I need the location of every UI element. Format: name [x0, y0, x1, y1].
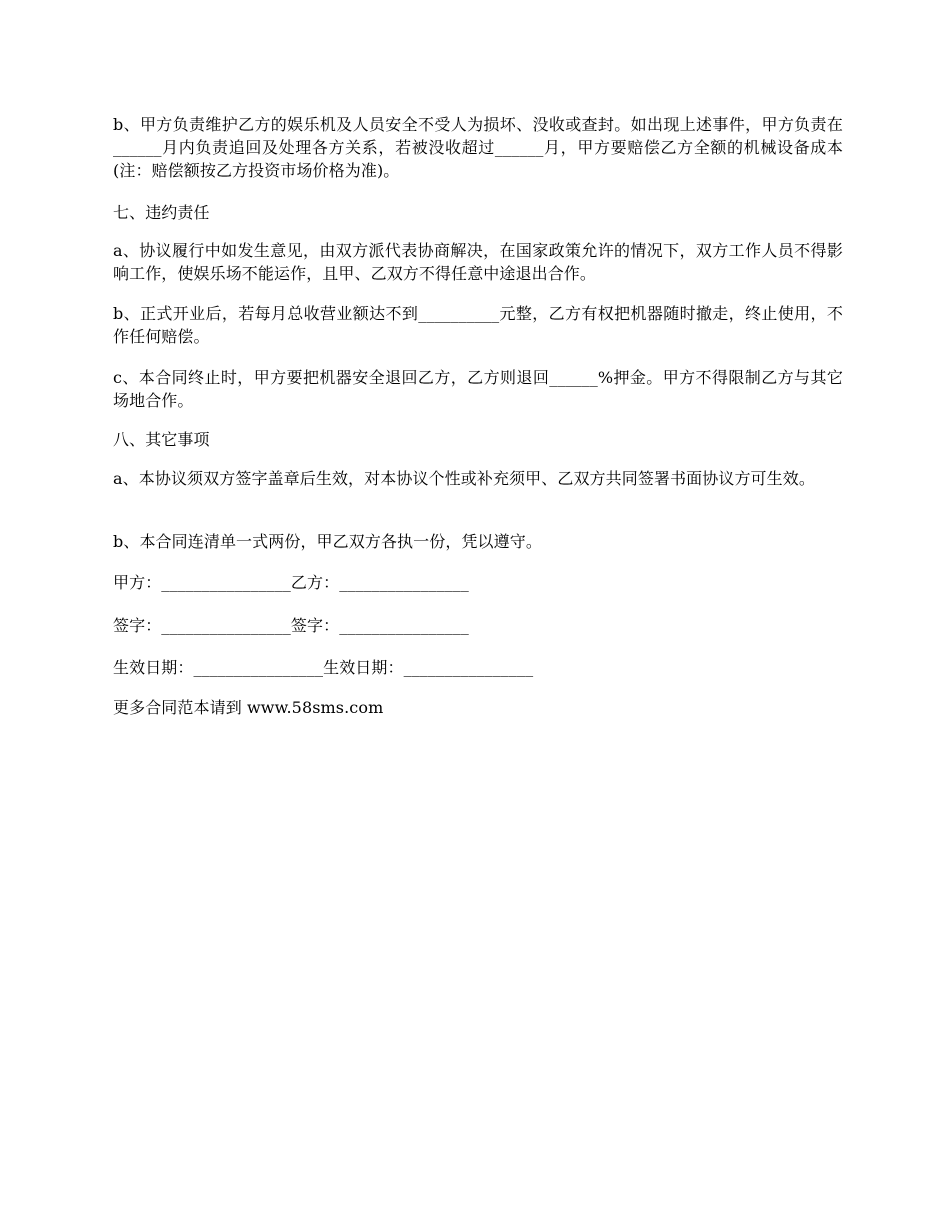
clause-c-termination: c、本合同终止时，甲方要把机器安全退回乙方，乙方则退回______%押金。甲方不得限制乙方与其它场地合作。: [113, 368, 843, 410]
clause-a-effectiveness: a、本协议须双方签字盖章后生效，对本协议个性或补充须甲、乙双方共同签署书面协议方可生效。: [113, 469, 815, 488]
party-line: 甲方：________________乙方：________________: [113, 573, 469, 592]
clause-b-minimum-revenue: b、正式开业后，若每月总收营业额达不到__________元整，乙方有权把机器随时撤走，终止使用，不作任何赔偿。: [113, 304, 843, 346]
effective-date-line: 生效日期：________________生效日期：________________: [113, 658, 534, 677]
section-heading-other-matters: 八、其它事项: [113, 430, 210, 449]
clause-a-dispute-resolution: a、协议履行中如发生意见，由双方派代表协商解决，在国家政策允许的情况下，双方工作人员不得影响工作，使娱乐场不能运作，且甲、乙双方不得任意中途退出合作。: [113, 241, 843, 283]
section-heading-breach-liability: 七、违约责任: [113, 203, 210, 222]
clause-b-equipment-protection: b、甲方负责维护乙方的娱乐机及人员安全不受人为损坏、没收或查封。如出现上述事件，甲方负责在______月内负责追回及处理各方关系，若被没收超过______月，甲方要赔偿乙方全额的机械设备成本(注：赔偿额按乙方投资市场价格为准)。: [113, 115, 843, 180]
clause-b-copies: b、本合同连清单一式两份，甲乙双方各执一份，凭以遵守。: [113, 532, 542, 551]
footer-more-templates: 更多合同范本请到 www.58sms.com: [113, 698, 384, 717]
signature-line: 签字：________________签字：________________: [113, 616, 469, 635]
